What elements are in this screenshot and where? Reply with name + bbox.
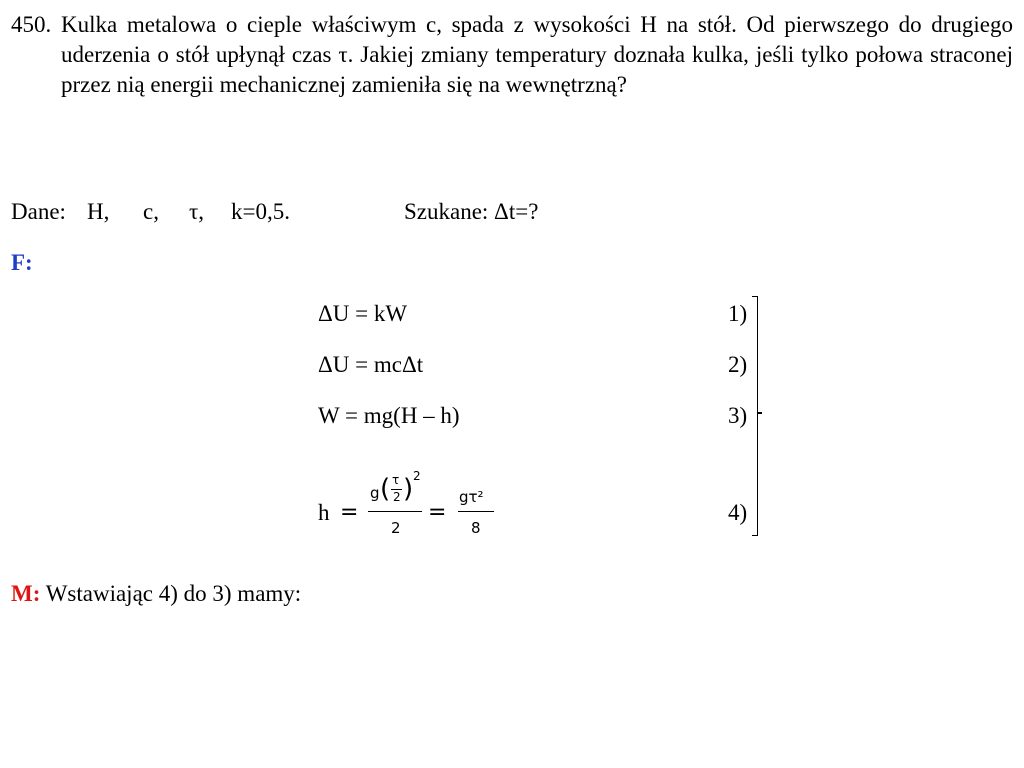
equation-4-tau: τ: [392, 473, 400, 487]
equation-4-fraction-line-2: [458, 511, 494, 512]
equation-4-number: 4): [728, 500, 748, 525]
method-text: Wstawiając 4) do 3) mamy:: [45, 581, 302, 606]
equation-4-numerator-2: gτ²: [459, 488, 484, 506]
equation-4-exponent: 2: [413, 469, 421, 483]
equation-system-bracket-tick: [758, 412, 762, 414]
given-label: Dane:: [11, 199, 66, 224]
sought-quantity: Szukane: Δt=?: [404, 199, 539, 224]
problem-statement: [11, 10, 1013, 100]
equation-4-inner-denominator: 2: [393, 490, 401, 504]
equation-3: W = mg(H – h): [318, 403, 460, 428]
physics-section-label: F:: [11, 250, 33, 275]
equation-4-equals-1: =: [340, 500, 359, 525]
method-label: M:: [11, 581, 41, 606]
method-section: [11, 581, 301, 607]
equation-4: [318, 468, 518, 538]
equation-4-equals-2: =: [428, 500, 447, 525]
given-item-c: c,: [143, 199, 159, 224]
equation-4-paren-close: ): [403, 474, 414, 504]
equation-1: ΔU = kW: [318, 301, 408, 326]
equation-4-fraction-line-1: [368, 511, 422, 512]
equation-1-number: 1): [728, 301, 748, 326]
given-item-k: k=0,5.: [231, 199, 290, 224]
problem-number: 450.: [11, 12, 52, 37]
equation-2-number: 2): [728, 352, 748, 377]
equation-system-bracket: [752, 296, 758, 536]
equation-4-paren-open: (: [380, 474, 391, 504]
equation-4-lhs: h: [318, 500, 330, 525]
problem-text: Kulka metalowa o cieple właściwym c, spada z wysokości H na stół. Od pierwszego do drugiego uderzenia o stół upłynął czas τ. Jakiej zmiany temperatury doznała kulka, jeśli tylko połowa straconej przez nią energii mechanicznej zamieniła się na wewnętrzną?: [61, 12, 1013, 97]
equation-4-denominator-2: 8: [471, 519, 481, 537]
equation-4-g: g: [370, 484, 380, 502]
equation-2: ΔU = mcΔt: [318, 352, 424, 377]
equation-3-number: 3): [728, 403, 748, 428]
given-item-tau: τ,: [189, 199, 204, 224]
equation-4-denominator-1: 2: [391, 519, 401, 537]
given-item-h: H,: [87, 199, 110, 224]
given-data: [11, 199, 327, 225]
